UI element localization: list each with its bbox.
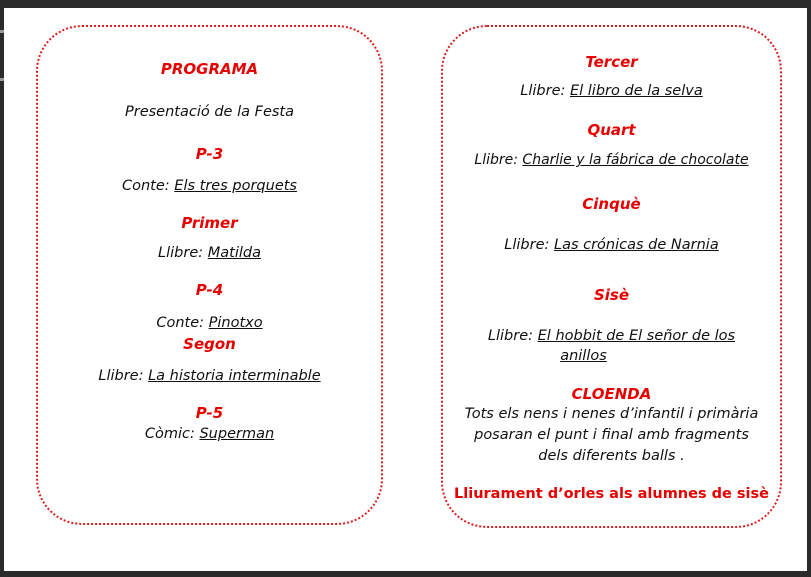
- book-title-continued: anillos: [560, 348, 607, 364]
- section-book-p3: [38, 178, 381, 194]
- section-heading-tercer: Tercer: [585, 53, 638, 71]
- closing-footer: Lliurament d’orles als alumnes de sisè: [454, 486, 769, 502]
- book-prefix: Llibre:: [504, 237, 550, 253]
- program-panel-left: [36, 25, 383, 525]
- closing-line: dels diferents balls .: [538, 448, 685, 464]
- section-heading-p3: P-3: [195, 145, 224, 163]
- book-title: Els tres porquets: [174, 178, 297, 194]
- section-heading-p4: P-4: [195, 281, 224, 299]
- section-heading-p5: P-5: [195, 404, 224, 422]
- book-title: Charlie y la fábrica de chocolate: [522, 152, 749, 168]
- section-book-p4: [38, 315, 381, 331]
- book-prefix: Llibre:: [474, 152, 518, 168]
- book-title: Matilda: [207, 245, 261, 261]
- intro-text: Presentació de la Festa: [125, 104, 294, 120]
- book-prefix: Llibre:: [520, 83, 566, 99]
- section-heading-primer: Primer: [181, 214, 238, 232]
- section-book-p5: [38, 426, 381, 442]
- section-heading-sise: Sisè: [593, 286, 630, 304]
- book-prefix: Còmic:: [144, 426, 195, 442]
- document-page: [4, 8, 807, 571]
- book-prefix: Conte:: [156, 315, 205, 331]
- book-title: Superman: [199, 426, 275, 442]
- section-book-segon: [38, 368, 381, 384]
- section-heading-quart: Quart: [587, 121, 636, 139]
- book-title: Las crónicas de Narnia: [554, 237, 719, 253]
- section-book-sise-line2: [387, 348, 780, 364]
- section-book-primer: [38, 245, 381, 261]
- closing-heading: CLOENDA: [571, 385, 652, 403]
- book-prefix: Llibre:: [158, 245, 204, 261]
- book-prefix: Llibre:: [98, 368, 144, 384]
- closing-text: [443, 404, 780, 467]
- section-book-cinque: [443, 237, 780, 253]
- section-book-tercer: [443, 83, 780, 99]
- program-panel-right: [441, 25, 782, 528]
- book-prefix: Conte:: [122, 178, 170, 194]
- section-heading-segon: Segon: [183, 335, 236, 353]
- section-book-quart: [443, 152, 780, 168]
- program-title: PROGRAMA: [160, 60, 259, 78]
- window-top-bar: [0, 0, 811, 8]
- closing-line: Tots els nens i nenes d’infantil i primària: [464, 406, 759, 422]
- closing-line: posaran el punt i final amb fragments: [474, 427, 749, 443]
- book-title: El hobbit de El señor de los: [537, 328, 736, 344]
- book-prefix: Llibre:: [487, 328, 534, 344]
- book-title: La historia interminable: [148, 368, 321, 384]
- book-title: El libro de la selva: [569, 83, 703, 99]
- section-book-sise: [443, 328, 780, 344]
- book-title: Pinotxo: [208, 315, 263, 331]
- section-heading-cinque: Cinquè: [582, 195, 641, 213]
